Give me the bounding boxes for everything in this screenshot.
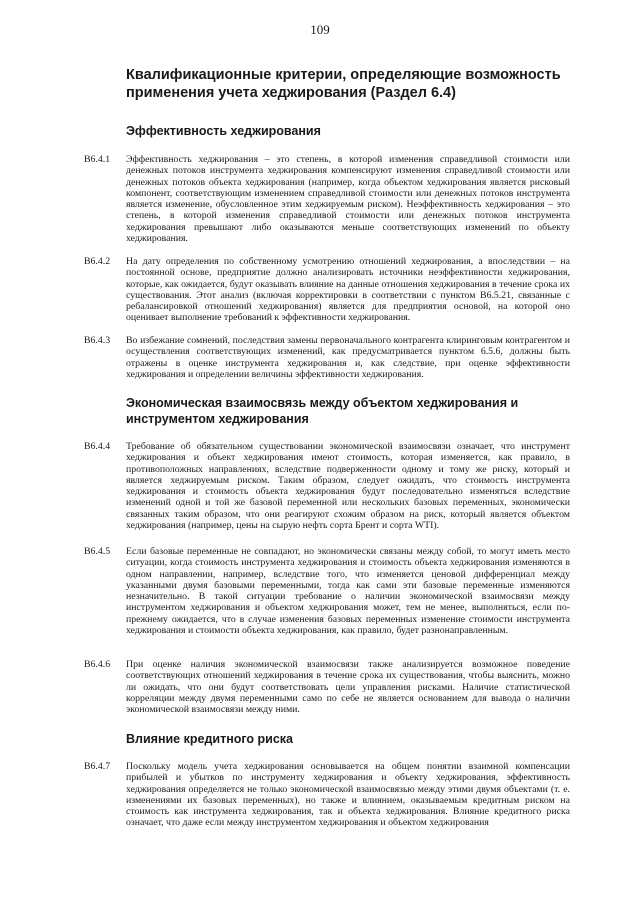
paragraph-text: Если базовые переменные не совпадают, но экономически связаны между собой, то могут иметь место ситуации, когда стоимость инструмента хеджирования и стоимость объекта хеджирования изменяются в одном направлении, например, вследствие того, что изменяется ценовой дифференциал между указанными двумя базовыми переменными, тогда как сами эти базовые переменные изменяются незначительно. В такой ситуации требование о наличии экономической взаимосвязи между инструментом хеджирования и объектом хеджирования может, тем не менее, выполняться, если по-прежнему ожидается, что в случае изменения базовых переменных изменение стоимости инструмента хеджирования и стоимости объекта хеджирования, как правило, будет разнонаправленным. xyxy=(126,546,570,637)
section-heading-credit-risk: Влияние кредитного риска xyxy=(126,732,294,746)
paragraph-number: B6.4.4 xyxy=(84,441,111,452)
page-number: 109 xyxy=(310,22,330,37)
paragraph-number: B6.4.3 xyxy=(84,335,111,346)
paragraph-text: Во избежание сомнений, последствия замены первоначального контрагента клиринговым контрагентом и осуществления соответствующих изменений, как предусматривается пунктом 6.5.6, должны быть отражены в оценке инструмента хеджирования и, как следствие, при оценке эффективности хеджирования и определении величины эффективности хеджирования. xyxy=(126,335,570,380)
section-heading-hedge-effectiveness: Эффективность хеджирования xyxy=(126,124,321,138)
paragraph-number: B6.4.1 xyxy=(84,154,111,165)
paragraph-number: B6.4.6 xyxy=(84,659,111,670)
paragraph-text: На дату определения по собственному усмотрению отношений хеджирования, а впоследствии – на постоянной основе, предприятие должно анализировать источники неэффективности хеджирования, которые, как ожидается, будут оказывать влияние на данные отношения хеджирования в течение срока их существования. Этот анализ (включая корректировки в соответствии с пунктом B6.5.21, связанные с ребалансировкой отношений хеджирования) является для предприятия основой, на которой оно оценивает выполнение требований к эффективности хеджирования. xyxy=(126,256,570,324)
page-title: Квалификационные критерии, определяющие возможность применения учета хеджирования (Раздел 6.4) xyxy=(126,67,561,101)
paragraph-text: При оценке наличия экономической взаимосвязи также анализируется возможное поведение соответствующих отношений хеджирования в течение срока их существования, чтобы выяснить, можно ли ожидать, что они будут соответствовать цели управления рисками. Наличие статистической корреляции между двумя переменными само по себе не является основанием для вывода о наличии экономической взаимосвязи между ними. xyxy=(126,659,570,716)
paragraph-number: B6.4.5 xyxy=(84,546,111,557)
section-heading-economic-relationship: Экономическая взаимосвязь между объектом хеджирования и инструментом хеджирования xyxy=(126,396,519,426)
paragraph-text: Эффективность хеджирования – это степень, в которой изменения справедливой стоимости или денежных потоков инструмента хеджирования компенсируют изменения справедливой стоимости или денежных потоков объекта хеджирования (например, когда объектом хеджирования является рисковый компонент, соответствующим изменением справедливой стоимости или денежных потоков инструмента является изменение, обусловленное этим хеджируемым риском). Неэффективность хеджирования – это степень, в которой изменения справедливой стоимости или денежных потоков инструмента хеджирования превышают либо оказываются меньше соответствующих изменений по объекту хеджирования. xyxy=(126,154,570,245)
paragraph-text: Требование об обязательном существовании экономической взаимосвязи означает, что инструмент хеджирования и объект хеджирования имеют стоимость, которая изменяется, как правило, в противоположных направлениях, вследствие подверженности одному и тому же риску, который и является хеджируемым риском. Таким образом, следует ожидать, что стоимость инструмента хеджирования и стоимость объекта хеджирования будут последовательно изменяться вследствие изменений одной и той же базовой переменной или нескольких базовых переменных, экономически связанных таким образом, что они реагируют схожим образом на риск, который является объектом хеджирования (например, цены на сырую нефть сорта Брент и сорта WTI). xyxy=(126,441,570,532)
paragraph-number: B6.4.2 xyxy=(84,256,111,267)
paragraph-text: Поскольку модель учета хеджирования основывается на общем понятии взаимной компенсации прибылей и убытков по инструменту хеджирования и объекту хеджирования, эффективность хеджирования определяется не только экономической взаимосвязью между этими двумя объектами (т. е. изменениями их базовых переменных), но также и влиянием, оказываемым кредитным риском на стоимость как инструмента хеджирования, так и объекта хеджирования. Влияние кредитного риска означает, что даже если между инструментом хеджирования и объектом хеджирования xyxy=(126,761,570,829)
paragraph-number: B6.4.7 xyxy=(84,761,111,772)
